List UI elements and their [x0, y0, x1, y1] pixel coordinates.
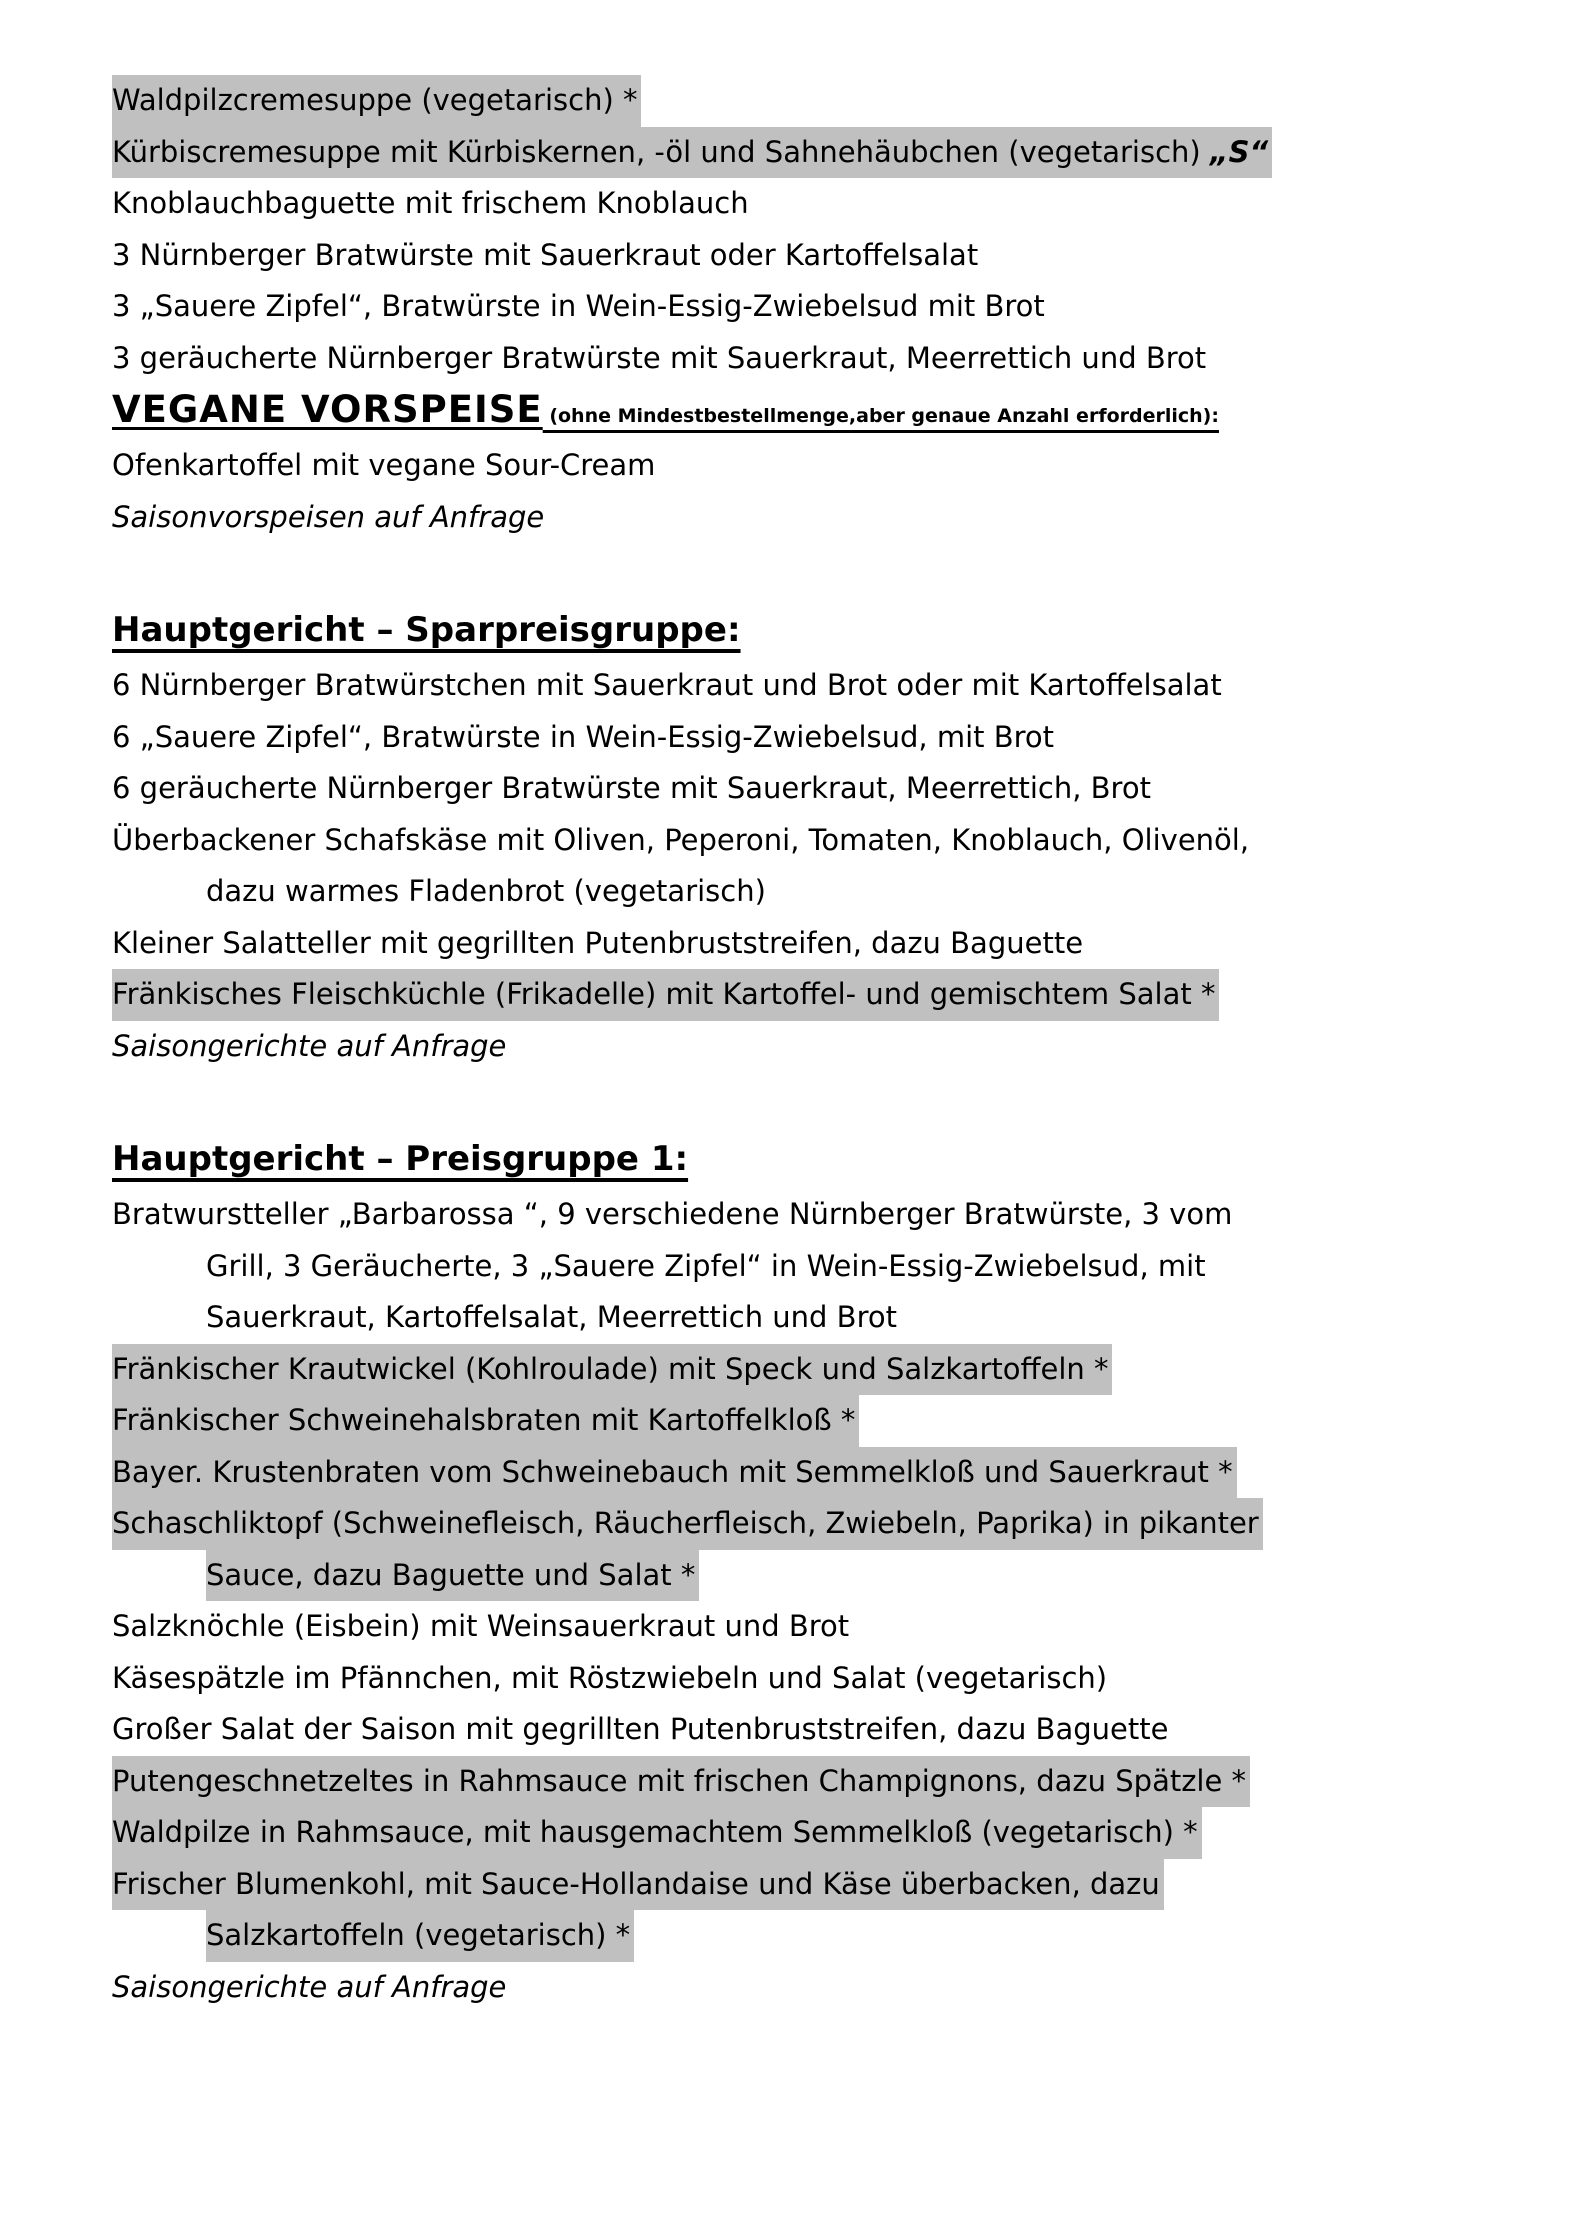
- menu-item-text: Knoblauchbaguette mit frischem Knoblauch: [112, 186, 749, 220]
- menu-item: [112, 440, 1532, 492]
- special-mark: „S“: [1209, 134, 1269, 169]
- menu-item-text: dazu warmes Fladenbrot (vegetarisch): [206, 874, 766, 908]
- menu-item-text: Sauerkraut, Kartoffelsalat, Meerrettich und Brot: [206, 1300, 897, 1334]
- menu-item-text: Saisongerichte auf Anfrage: [112, 1028, 507, 1063]
- menu-item-text: Ofenkartoffel mit vegane Sour-Cream: [112, 448, 656, 482]
- menu-item: [112, 1447, 1532, 1499]
- menu-item-seasonal: [112, 1021, 1532, 1073]
- section-title: Hauptgericht – Preisgruppe 1:: [112, 1139, 689, 1179]
- spacer: [112, 1072, 1532, 1124]
- menu-item-text: 6 „Sauere Zipfel“, Bratwürste in Wein-Essig-Zwiebelsud, mit Brot: [112, 719, 1055, 754]
- section-heading: [112, 595, 1532, 660]
- menu-item: [112, 1653, 1532, 1705]
- menu-item: [112, 1756, 1532, 1808]
- menu-item: [112, 712, 1532, 764]
- menu-item: [112, 1807, 1532, 1859]
- menu-item: [112, 281, 1532, 333]
- menu-page: [112, 75, 1532, 2013]
- menu-item-text: 6 geräucherte Nürnberger Bratwürste mit Sauerkraut, Meerrettich, Brot: [112, 771, 1151, 805]
- menu-item: [112, 918, 1532, 970]
- menu-item-text: Putengeschnetzeltes in Rahmsauce mit frischen Champignons, dazu Spätzle *: [112, 1756, 1250, 1808]
- menu-item-text: Sauce, dazu Baguette und Salat *: [206, 1550, 699, 1602]
- menu-item: [112, 815, 1532, 867]
- menu-item-text: Waldpilze in Rahmsauce, mit hausgemachtem Semmelkloß (vegetarisch) *: [112, 1807, 1202, 1859]
- menu-item-continuation: [112, 1550, 1532, 1602]
- menu-item-continuation: [112, 866, 1532, 918]
- section-note: (ohne Mindestbestellmenge,aber genaue Anzahl erforderlich):: [542, 405, 1219, 427]
- menu-item-text: Käsespätzle im Pfännchen, mit Röstzwiebeln und Salat (vegetarisch): [112, 1660, 1108, 1695]
- menu-item-text: Fränkischer Krautwickel (Kohlroulade) mit Speck und Salzkartoffeln *: [112, 1344, 1112, 1396]
- menu-item-seasonal: [112, 492, 1532, 544]
- menu-item-text: 3 Nürnberger Bratwürste mit Sauerkraut oder Kartoffelsalat: [112, 237, 979, 272]
- sparpreis-section: [112, 595, 1532, 1072]
- menu-item: [112, 763, 1532, 815]
- menu-item-continuation: [112, 1292, 1532, 1344]
- menu-item-continuation: [112, 1910, 1532, 1962]
- section-title: Hauptgericht – Sparpreisgruppe:: [112, 610, 741, 650]
- menu-item-text: Salzknöchle (Eisbein) mit Weinsauerkraut und Brot: [112, 1609, 850, 1643]
- menu-item-text: Kleiner Salatteller mit gegrillten Putenbruststreifen, dazu Baguette: [112, 925, 1084, 960]
- menu-item-text: 6 Nürnberger Bratwürstchen mit Sauerkraut und Brot oder mit Kartoffelsalat: [112, 668, 1222, 702]
- section-title: VEGANE VORSPEISE: [112, 388, 543, 431]
- menu-item: [112, 230, 1532, 282]
- menu-item: [112, 1344, 1532, 1396]
- menu-item-text: 3 „Sauere Zipfel“, Bratwürste in Wein-Essig-Zwiebelsud mit Brot: [112, 289, 1045, 323]
- menu-item-text: Schaschliktopf (Schweinefleisch, Räucherfleisch, Zwiebeln, Paprika) in pikanter: [112, 1498, 1263, 1550]
- menu-item-text: Frischer Blumenkohl, mit Sauce-Hollandaise und Käse überbacken, dazu: [112, 1859, 1164, 1911]
- menu-item: [112, 333, 1532, 385]
- menu-item-text: Salzkartoffeln (vegetarisch) *: [206, 1910, 634, 1962]
- section-heading: [112, 1124, 1532, 1189]
- menu-item: [112, 178, 1532, 230]
- menu-item-text: Grill, 3 Geräucherte, 3 „Sauere Zipfel“ in Wein-Essig-Zwiebelsud, mit: [206, 1248, 1206, 1283]
- menu-item: [112, 127, 1532, 179]
- spacer: [112, 543, 1532, 595]
- menu-item-continuation: [112, 1241, 1532, 1293]
- menu-item-text: [112, 127, 1272, 179]
- menu-item-text: Waldpilzcremesuppe (vegetarisch) *: [112, 75, 641, 127]
- section-heading: [112, 384, 1532, 440]
- starters-section: [112, 75, 1532, 384]
- menu-item-text: Großer Salat der Saison mit gegrillten Putenbruststreifen, dazu Baguette: [112, 1712, 1169, 1746]
- menu-item-text: Bratwurstteller „Barbarossa “, 9 verschiedene Nürnberger Bratwürste, 3 vom: [112, 1197, 1233, 1231]
- menu-item-text: Bayer. Krustenbraten vom Schweinebauch mit Semmelkloß und Sauerkraut *: [112, 1447, 1237, 1499]
- menu-item-text: Überbackener Schafskäse mit Oliven, Peperoni, Tomaten, Knoblauch, Olivenöl,: [112, 822, 1250, 857]
- menu-item-text: Saisongerichte auf Anfrage: [112, 1969, 507, 2004]
- menu-item-text: Fränkischer Schweinehalsbraten mit Kartoffelkloß *: [112, 1395, 859, 1447]
- vegan-section: [112, 384, 1532, 543]
- menu-item-text: 3 geräucherte Nürnberger Bratwürste mit Sauerkraut, Meerrettich und Brot: [112, 340, 1207, 375]
- menu-item-text: Fränkisches Fleischküchle (Frikadelle) mit Kartoffel- und gemischtem Salat *: [112, 969, 1219, 1021]
- menu-item-seasonal: [112, 1962, 1532, 2014]
- menu-item: [112, 1704, 1532, 1756]
- menu-item: [112, 969, 1532, 1021]
- menu-item: [112, 1601, 1532, 1653]
- menu-item: [112, 660, 1532, 712]
- menu-item-text-main: Kürbiscremesuppe mit Kürbiskernen, -öl und Sahnehäubchen (vegetarisch): [112, 134, 1210, 169]
- menu-item-text: Saisonvorspeisen auf Anfrage: [112, 499, 545, 534]
- menu-item: [112, 1189, 1532, 1241]
- menu-item: [112, 1859, 1532, 1911]
- preisgruppe1-section: [112, 1124, 1532, 2013]
- menu-item: [112, 75, 1532, 127]
- menu-item: [112, 1395, 1532, 1447]
- menu-item: [112, 1498, 1532, 1550]
